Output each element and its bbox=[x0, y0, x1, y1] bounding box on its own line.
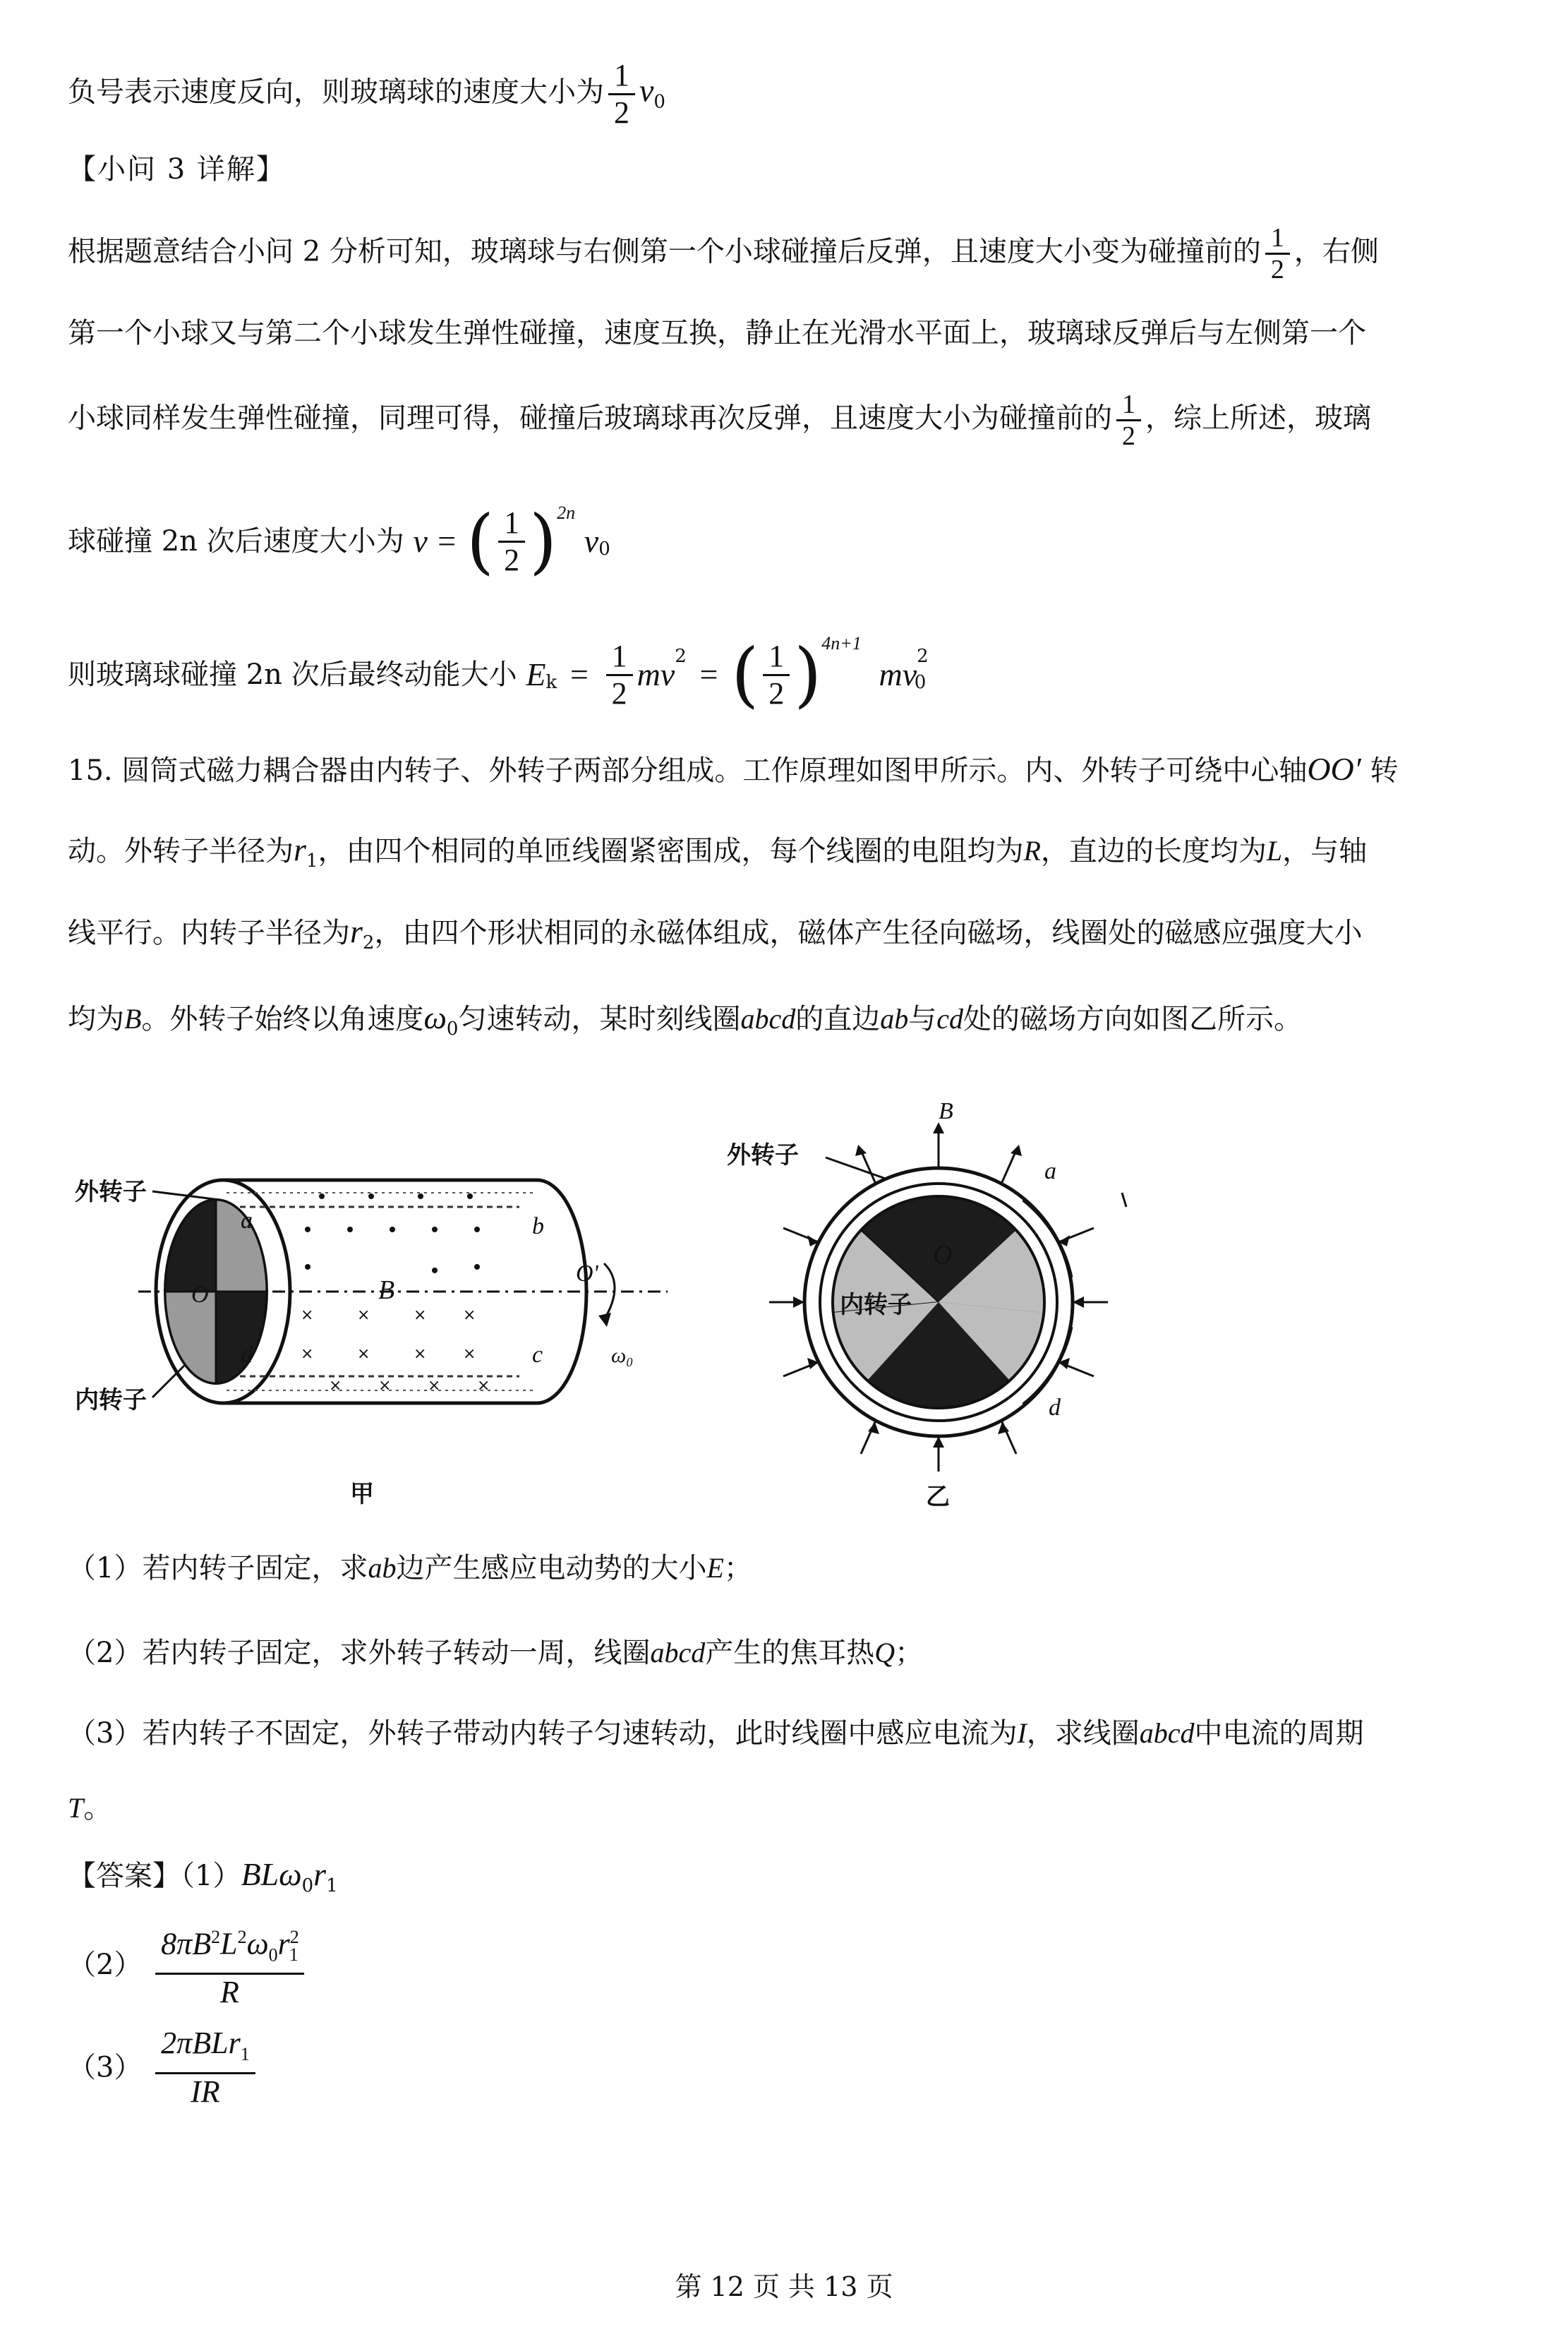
label-b: b bbox=[532, 1213, 544, 1239]
caption-jia: 甲 bbox=[350, 1480, 374, 1508]
page-footer: 第 12 页 共 13 页 bbox=[675, 2271, 893, 2302]
svg-text:×: × bbox=[301, 1306, 314, 1324]
figure-jia bbox=[68, 1157, 682, 1510]
label-O: O bbox=[933, 1240, 953, 1270]
label-omega: ω₀ bbox=[611, 1344, 634, 1367]
text-line-3: 根据题意结合小问 2 分析可知，玻璃球与右侧第一个小球碰撞后反弹，且速度大小变为碰撞前的 $\frac{1}{2}$ ，右侧 bbox=[68, 223, 1379, 284]
label-outer-rotor: 外转子 bbox=[75, 1178, 147, 1206]
text: 负号表示速度反向，则玻璃球的速度大小为 bbox=[68, 76, 604, 109]
label-outer-rotor: 外转子 bbox=[727, 1141, 799, 1169]
label-B: B bbox=[378, 1275, 395, 1305]
label-inner-rotor: 内转子 bbox=[75, 1386, 147, 1414]
label-Oprime: O' bbox=[576, 1261, 598, 1287]
text-line-5: 小球同样发生弹性碰撞，同理可得，碰撞后玻璃球再次反弹，且速度大小为碰撞前的 $\frac{1}{2}$ ，综上所述，玻璃 bbox=[68, 390, 1371, 451]
sub-question-3: （3）若内转子不固定，外转子带动内转子匀速转动，此时线圈中感应电流为I，求线圈abcd中电流的周期 bbox=[68, 1717, 1364, 1750]
answer-2: （2） $\frac{8\pi B^2L^2\omega_0r^2_1}{R}$ bbox=[68, 1920, 308, 2010]
text-line-4: 第一个小球又与第二个小球发生弹性碰撞，速度互换，静止在光滑水平面上，玻璃球反弹后与左侧第一个 bbox=[68, 317, 1366, 349]
svg-text:×: × bbox=[329, 1377, 342, 1395]
section-heading: 【小问 3 详解】 bbox=[68, 153, 286, 186]
sub-question-3-cont: T。 bbox=[68, 1792, 112, 1824]
field-markers bbox=[301, 1193, 490, 1395]
label-inner-rotor: 内转子 bbox=[840, 1291, 912, 1319]
answer-3-fraction: $\frac{2\pi BLr_1}{IR}$ bbox=[155, 2026, 255, 2110]
label-O: O bbox=[191, 1282, 209, 1308]
caption-yi: 乙 bbox=[926, 1483, 950, 1510]
fraction-half: $\frac{1}{2}$ bbox=[498, 505, 525, 578]
answer-3: （3） $\frac{2\pi BLr_1}{IR}$ bbox=[68, 2026, 260, 2110]
fraction-half: $\frac{1}{2}$ bbox=[606, 639, 633, 711]
sub-question-1: （1）若内转子固定，求ab边产生感应电动势的大小E； bbox=[68, 1552, 752, 1584]
svg-text:×: × bbox=[463, 1306, 476, 1324]
q15-line-2: 动。外转子半径为$r_1$，由四个相同的单匝线圈紧密围成，每个线圈的电阻均为R，直边的长度均为L，与轴 bbox=[68, 831, 1368, 872]
svg-text:×: × bbox=[414, 1306, 427, 1324]
fraction-half: $\frac{1}{2}$ bbox=[763, 639, 790, 711]
svg-text:×: × bbox=[357, 1306, 370, 1324]
q15-line-1: 15. 圆筒式磁力耦合器由内转子、外转子两部分组成。工作原理如图甲所示。内、外转子可绕中心轴OO′ 转 bbox=[68, 751, 1399, 787]
label-a: a bbox=[1044, 1158, 1056, 1184]
label-d: d bbox=[1049, 1395, 1061, 1421]
fraction-half: $\frac{1}{2}$ bbox=[1116, 390, 1141, 451]
velocity-formula-line: 球碰撞 2n 次后速度大小为 v = ( $\frac{1}{2}$ )$^{2n}$ $v_0$ bbox=[68, 500, 610, 582]
fraction-half: $\frac{1}{2}$ bbox=[1265, 223, 1290, 284]
q15-line-3: 线平行。内转子半径为$r_2$，由四个形状相同的永磁体组成，磁体产生径向磁场，线圈处的磁感应强度大小 bbox=[68, 913, 1363, 954]
label-B: B bbox=[939, 1101, 953, 1124]
q15-line-4: 均为B。外转子始终以角速度$\omega_0$匀速转动，某时刻线圈abcd的直边ab与cd处的磁场方向如图乙所示。 bbox=[68, 999, 1302, 1040]
answer-2-fraction: $\frac{8\pi B^2L^2\omega_0r^2_1}{R}$ bbox=[155, 1920, 304, 2010]
svg-text:×: × bbox=[477, 1377, 490, 1395]
svg-text:×: × bbox=[357, 1345, 370, 1363]
energy-formula-line: 则玻璃球碰撞 2n 次后最终动能大小 $E_k$ = $\frac{1}{2}$ $mv^2$ = ( $\frac{1}{2}$ )$^{4n+1}$ $mv^2_0$ bbox=[68, 633, 929, 716]
label-c: c bbox=[532, 1342, 543, 1368]
svg-text:×: × bbox=[414, 1345, 427, 1363]
label-a: a bbox=[241, 1208, 253, 1234]
svg-text:×: × bbox=[301, 1345, 314, 1363]
svg-text:×: × bbox=[428, 1377, 441, 1395]
fraction-half: $\frac{1}{2}$ bbox=[608, 58, 635, 131]
answer-1: 【答案】$(1)BL\omega_0r_1$ bbox=[68, 1856, 338, 1896]
svg-text:×: × bbox=[378, 1377, 392, 1395]
label-d: d bbox=[241, 1342, 253, 1368]
svg-text:×: × bbox=[463, 1345, 476, 1363]
sub-question-2: （2）若内转子固定，求外转子转动一周，线圈abcd产生的焦耳热Q； bbox=[68, 1637, 924, 1669]
text-line-1: 负号表示速度反向，则玻璃球的速度大小为 $\frac{1}{2}$ $v_0$ bbox=[68, 58, 665, 130]
figure-yi bbox=[727, 1101, 1164, 1510]
